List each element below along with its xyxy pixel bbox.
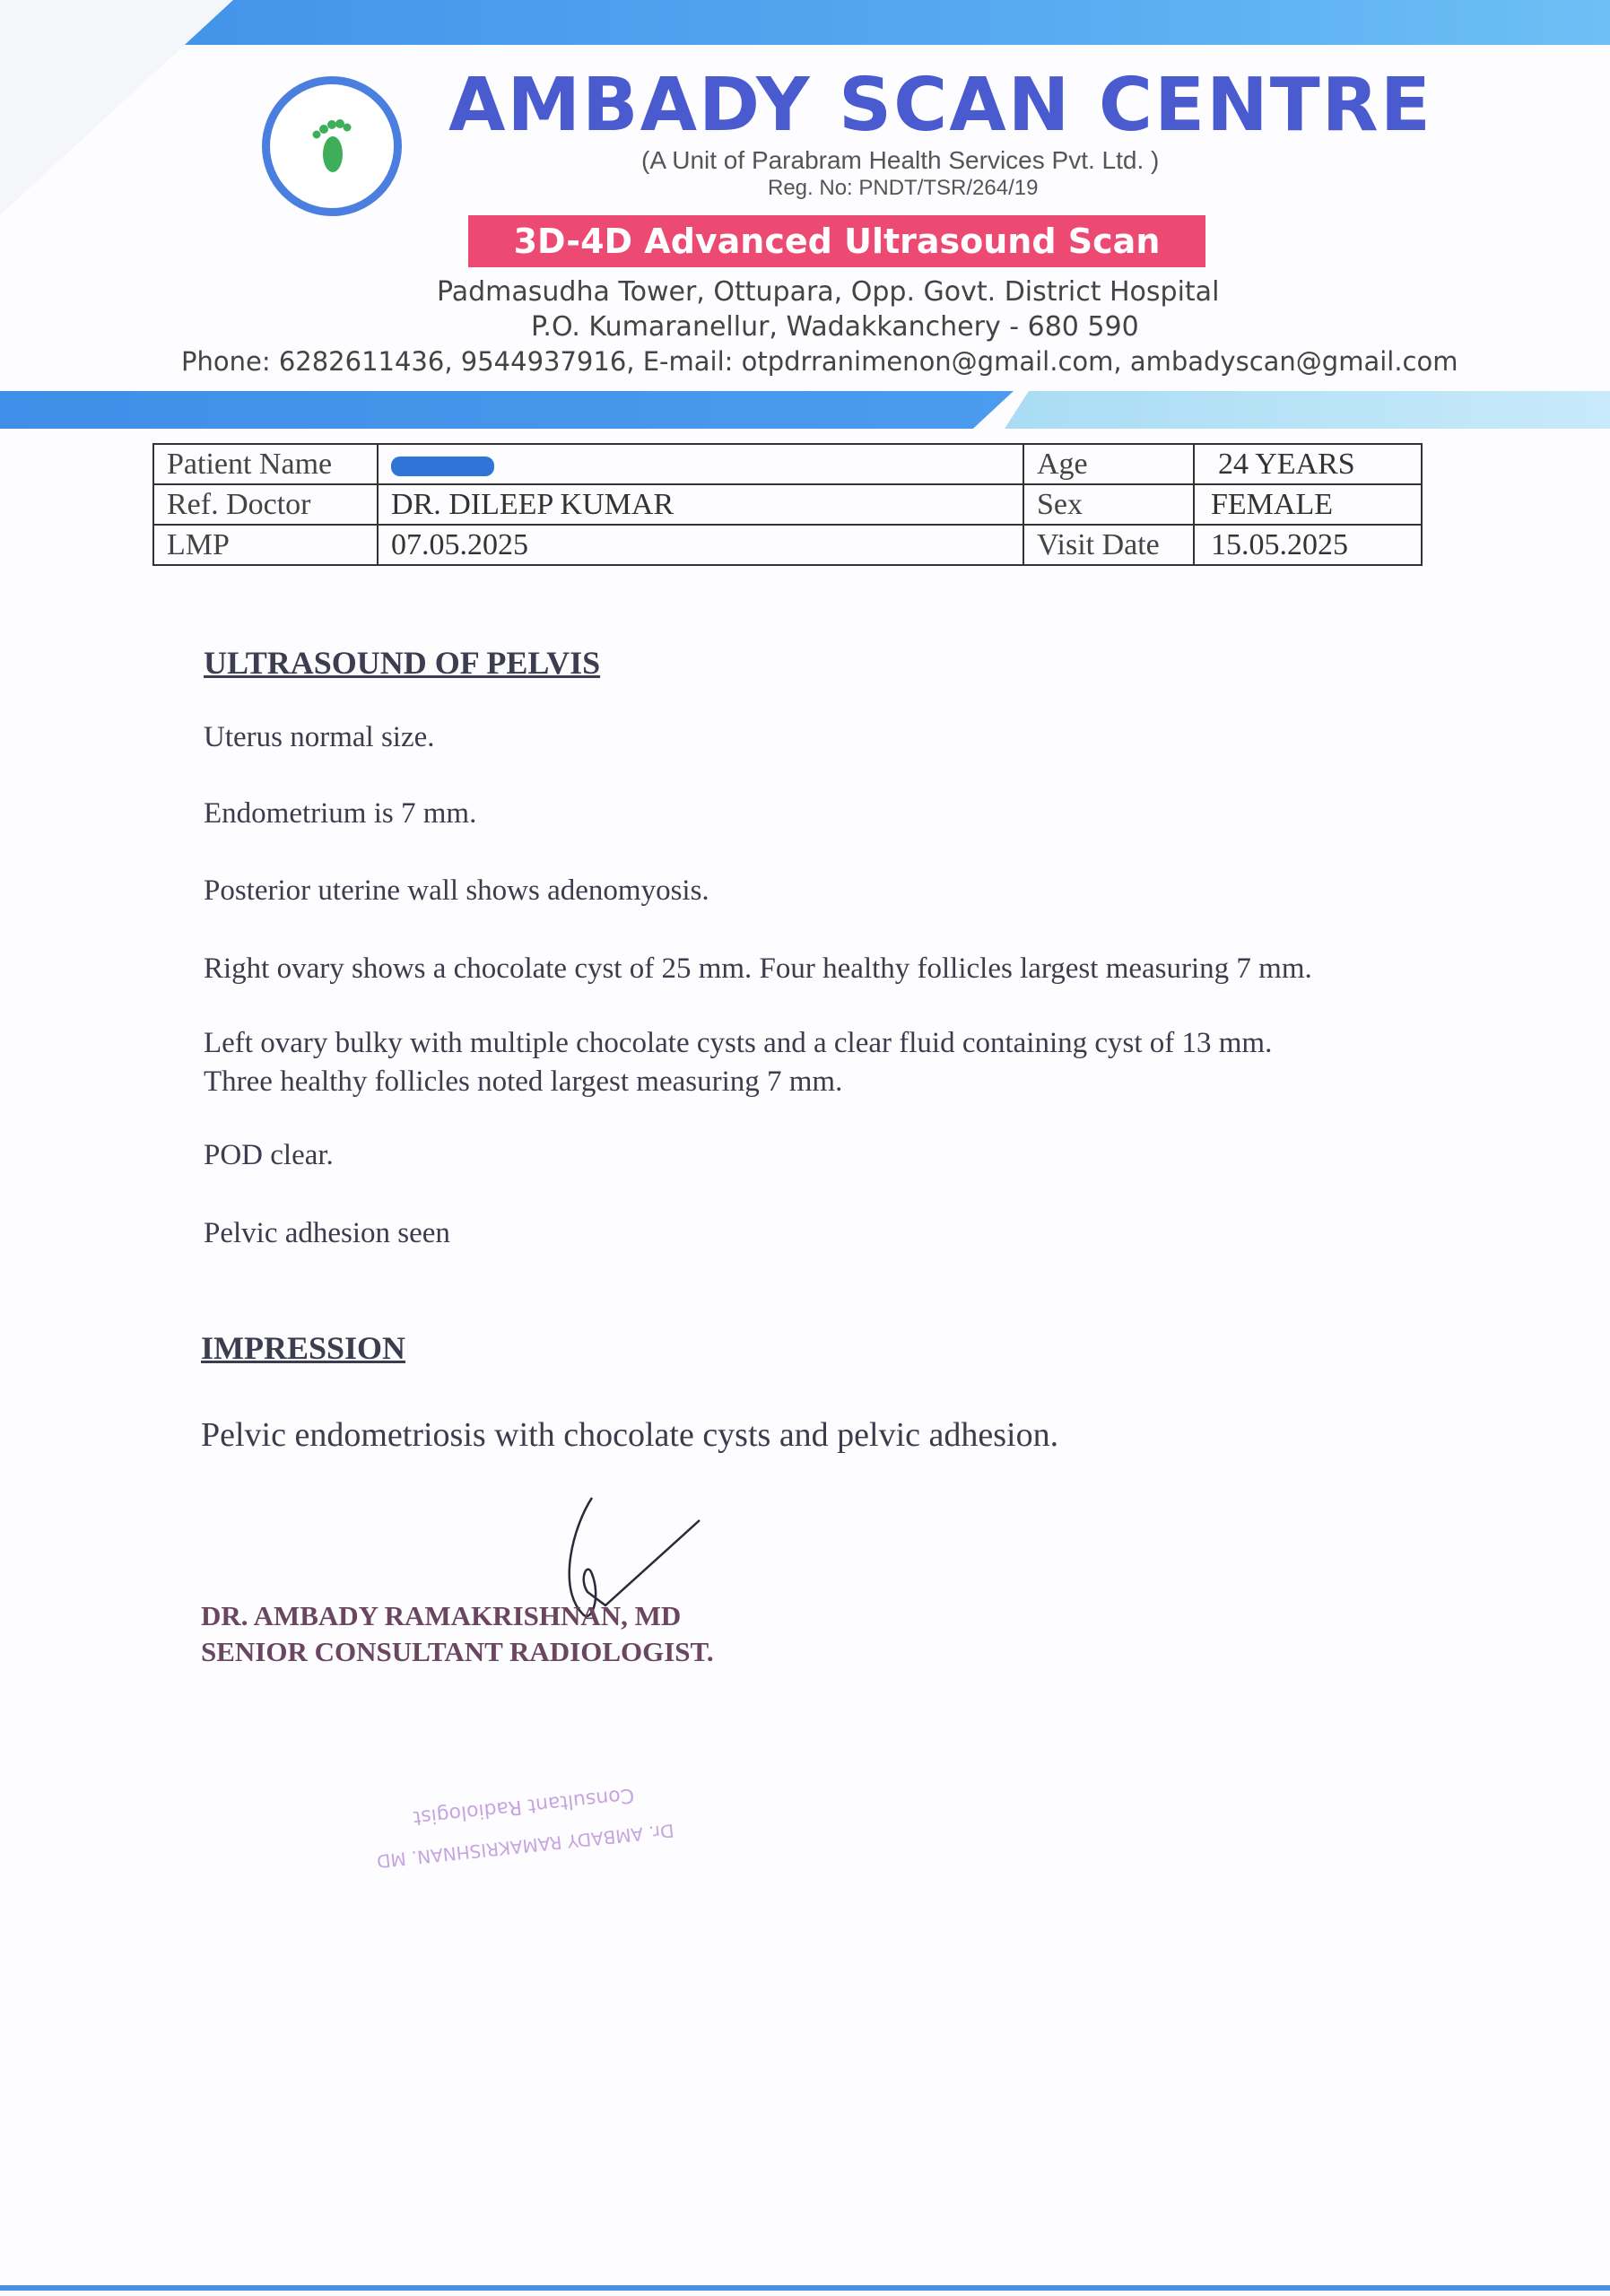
scan-banner: 3D-4D Advanced Ultrasound Scan — [468, 215, 1205, 267]
stamp-line-2: Dr. AMBADY RAMAKRISHNAN. MD — [375, 1819, 675, 1873]
finding-left-ovary-follicles: Three healthy follicles noted largest measuring 7 mm. — [204, 1065, 843, 1098]
visit-date-value: 15.05.2025 — [1194, 525, 1422, 565]
centre-name: AMBADY SCAN CENTRE — [448, 63, 1432, 148]
mid-color-band-left — [0, 391, 1014, 429]
report-heading: ULTRASOUND OF PELVIS — [204, 645, 601, 681]
doctor-name: DR. AMBADY RAMAKRISHNAN, MD — [201, 1600, 682, 1631]
page-corner-fold — [0, 0, 233, 215]
table-row — [153, 484, 1422, 525]
redaction-mark — [391, 457, 494, 476]
unit-line: (A Unit of Parabram Health Services Pvt. Ltd. ) — [641, 146, 1160, 174]
patient-name-label: Patient Name — [153, 444, 378, 484]
ref-doctor-label: Ref. Doctor — [153, 484, 378, 525]
address-line-2: P.O. Kumaranellur, Wadakkanchery - 680 590 — [531, 311, 1139, 343]
age-label: Age — [1023, 444, 1194, 484]
top-color-band — [0, 0, 1610, 45]
bottom-border-line — [0, 2285, 1610, 2291]
table-row — [153, 444, 1422, 484]
lmp-value: 07.05.2025 — [378, 525, 1023, 565]
finding-pelvic-adhesion: Pelvic adhesion seen — [204, 1217, 450, 1249]
mid-color-band-right — [1005, 391, 1610, 429]
finding-right-ovary: Right ovary shows a chocolate cyst of 25 mm. Four healthy follicles largest measuring 7 mm. — [204, 952, 1312, 985]
impression-text: Pelvic endometriosis with chocolate cysts and pelvic adhesion. — [201, 1416, 1059, 1454]
lmp-label: LMP — [153, 525, 378, 565]
finding-uterus: Uterus normal size. — [204, 721, 435, 753]
table-row — [153, 525, 1422, 565]
finding-left-ovary: Left ovary bulky with multiple chocolate cysts and a clear fluid containing cyst of 13 mm. — [204, 1027, 1273, 1059]
footprint-icon — [297, 111, 367, 181]
visit-date-label: Visit Date — [1023, 525, 1194, 565]
sex-label: Sex — [1023, 484, 1194, 525]
registration-number: Reg. No: PNDT/TSR/264/19 — [768, 176, 1039, 200]
finding-endometrium: Endometrium is 7 mm. — [204, 797, 477, 830]
stamp-line-1: Consultant Radiologist — [412, 1783, 636, 1830]
logo — [262, 76, 402, 216]
finding-pod: POD clear. — [204, 1139, 334, 1171]
impression-heading: IMPRESSION — [201, 1330, 406, 1366]
doctor-title: SENIOR CONSULTANT RADIOLOGIST. — [201, 1636, 714, 1667]
ref-doctor-value: DR. DILEEP KUMAR — [378, 484, 1023, 525]
finding-posterior-wall: Posterior uterine wall shows adenomyosis. — [204, 874, 709, 907]
age-value: 24 YEARS — [1194, 444, 1422, 484]
address-line-1: Padmasudha Tower, Ottupara, Opp. Govt. District Hospital — [437, 276, 1220, 308]
contact-line: Phone: 6282611436, 9544937916, E-mail: otpdrranimenon@gmail.com, ambadyscan@gmail.com — [181, 346, 1458, 377]
doctor-stamp — [239, 1770, 693, 1889]
patient-name-value — [378, 444, 1023, 484]
sex-value: FEMALE — [1194, 484, 1422, 525]
patient-info-table — [152, 443, 1423, 566]
